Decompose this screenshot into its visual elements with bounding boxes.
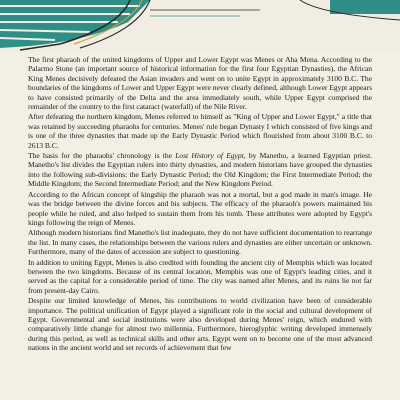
decorative-header <box>0 0 400 52</box>
paragraph-memphis: In addition to uniting Egypt, Menes is also credited with founding the ancient city of Memphis which was located between the two kingdoms. Because of its central location, Memphis was one of Egypt's leading cities, and it served as the capital for a considerable period of time. The city was named after Menes, and its ruins lie not far from present-day Cairo. <box>28 257 372 295</box>
chronology-text-after: , by Manetho, a learned Egyptian priest. Manetho's list divides the Egyptian rulers into thirty dynasties, and modern historians have grouped the dynasties into the following sub-divisions: the Early Dynastic Period; the Old Kingdom; the First Intermediate Period; the Middle Kingdom; the Second Intermediate Period; and the New Kingdom Period. <box>28 151 372 189</box>
paragraph-manetho-list: Although modern historians find Manetho's list inadequate, they do not have sufficient documentation to rearrange the list. In many cases, the relationships between the various rulers and dynasties are either uncertain or unknown. Furthermore, many of the dates of accession are subject to questioning. <box>28 228 372 257</box>
paragraph-menes-unification: The first pharaoh of the united kingdoms of Upper and Lower Egypt was Menes or Aha Mena. According to the Palarmo Stone (an important source of historical information for the first four Egyptian Dynasties), the African King Menes decisively defeated the Asian invaders and went on to unite Egypt in approximately 3100 B.C. The boundaries of the kingdoms of Lower and Upper Egypt were never clearly defined, although Lower Egypt appears to have consisted primarily of the Delta and the area immediately south, while Upper Egypt comprised the remainder of the country to the first cataract (waterfall) of the Nile River. <box>28 55 372 112</box>
egyptian-ornament-icon <box>0 0 400 52</box>
paragraph-contributions: Despite our limited knowledge of Menes, his contributions to world civilization have been of considerable importance. The political unification of Egypt played a significant role in the social and cultural development of Egypt. Governmental and social institutions were also developed during Menes' reign, which endured with comparatively little change for almost two millennia. Furthermore, hieroglyphic writing developed immensely during this period, as well as technical skills and other arts. Egypt went on to become one of the most advanced nations in the ancient world and set records of achievement that few <box>28 296 372 353</box>
paragraph-kingship: According to the African concept of kingship the pharaoh was not a mortal, but a god made in man's image. He was the bridge between the divine forces and his subjects. The efficacy of the pharaoh's powers maintained his people while he ruled, and also helped to sustain them from his tomb. These attributes were adopted by Egypt's kings following the reign of Menes. <box>28 189 372 227</box>
article-body <box>28 55 372 354</box>
paragraph-chronology <box>28 151 372 189</box>
chronology-text-before: The basis for the pharaohs' chronology is the <box>28 151 176 161</box>
paragraph-king-title: After defeating the northern kingdom, Menes referred to himself as "King of Upper and Lower Egypt," a title that was retained by succeeding pharaohs for centuries. Menes' rule began Dynasty I which consisted of five kings and is one of the three dynasties that made up the Early Dynastic Period which flourished from about 3100 B.C. to 2613 B.C. <box>28 112 372 150</box>
book-title: Lost History of Egypt <box>175 151 244 161</box>
